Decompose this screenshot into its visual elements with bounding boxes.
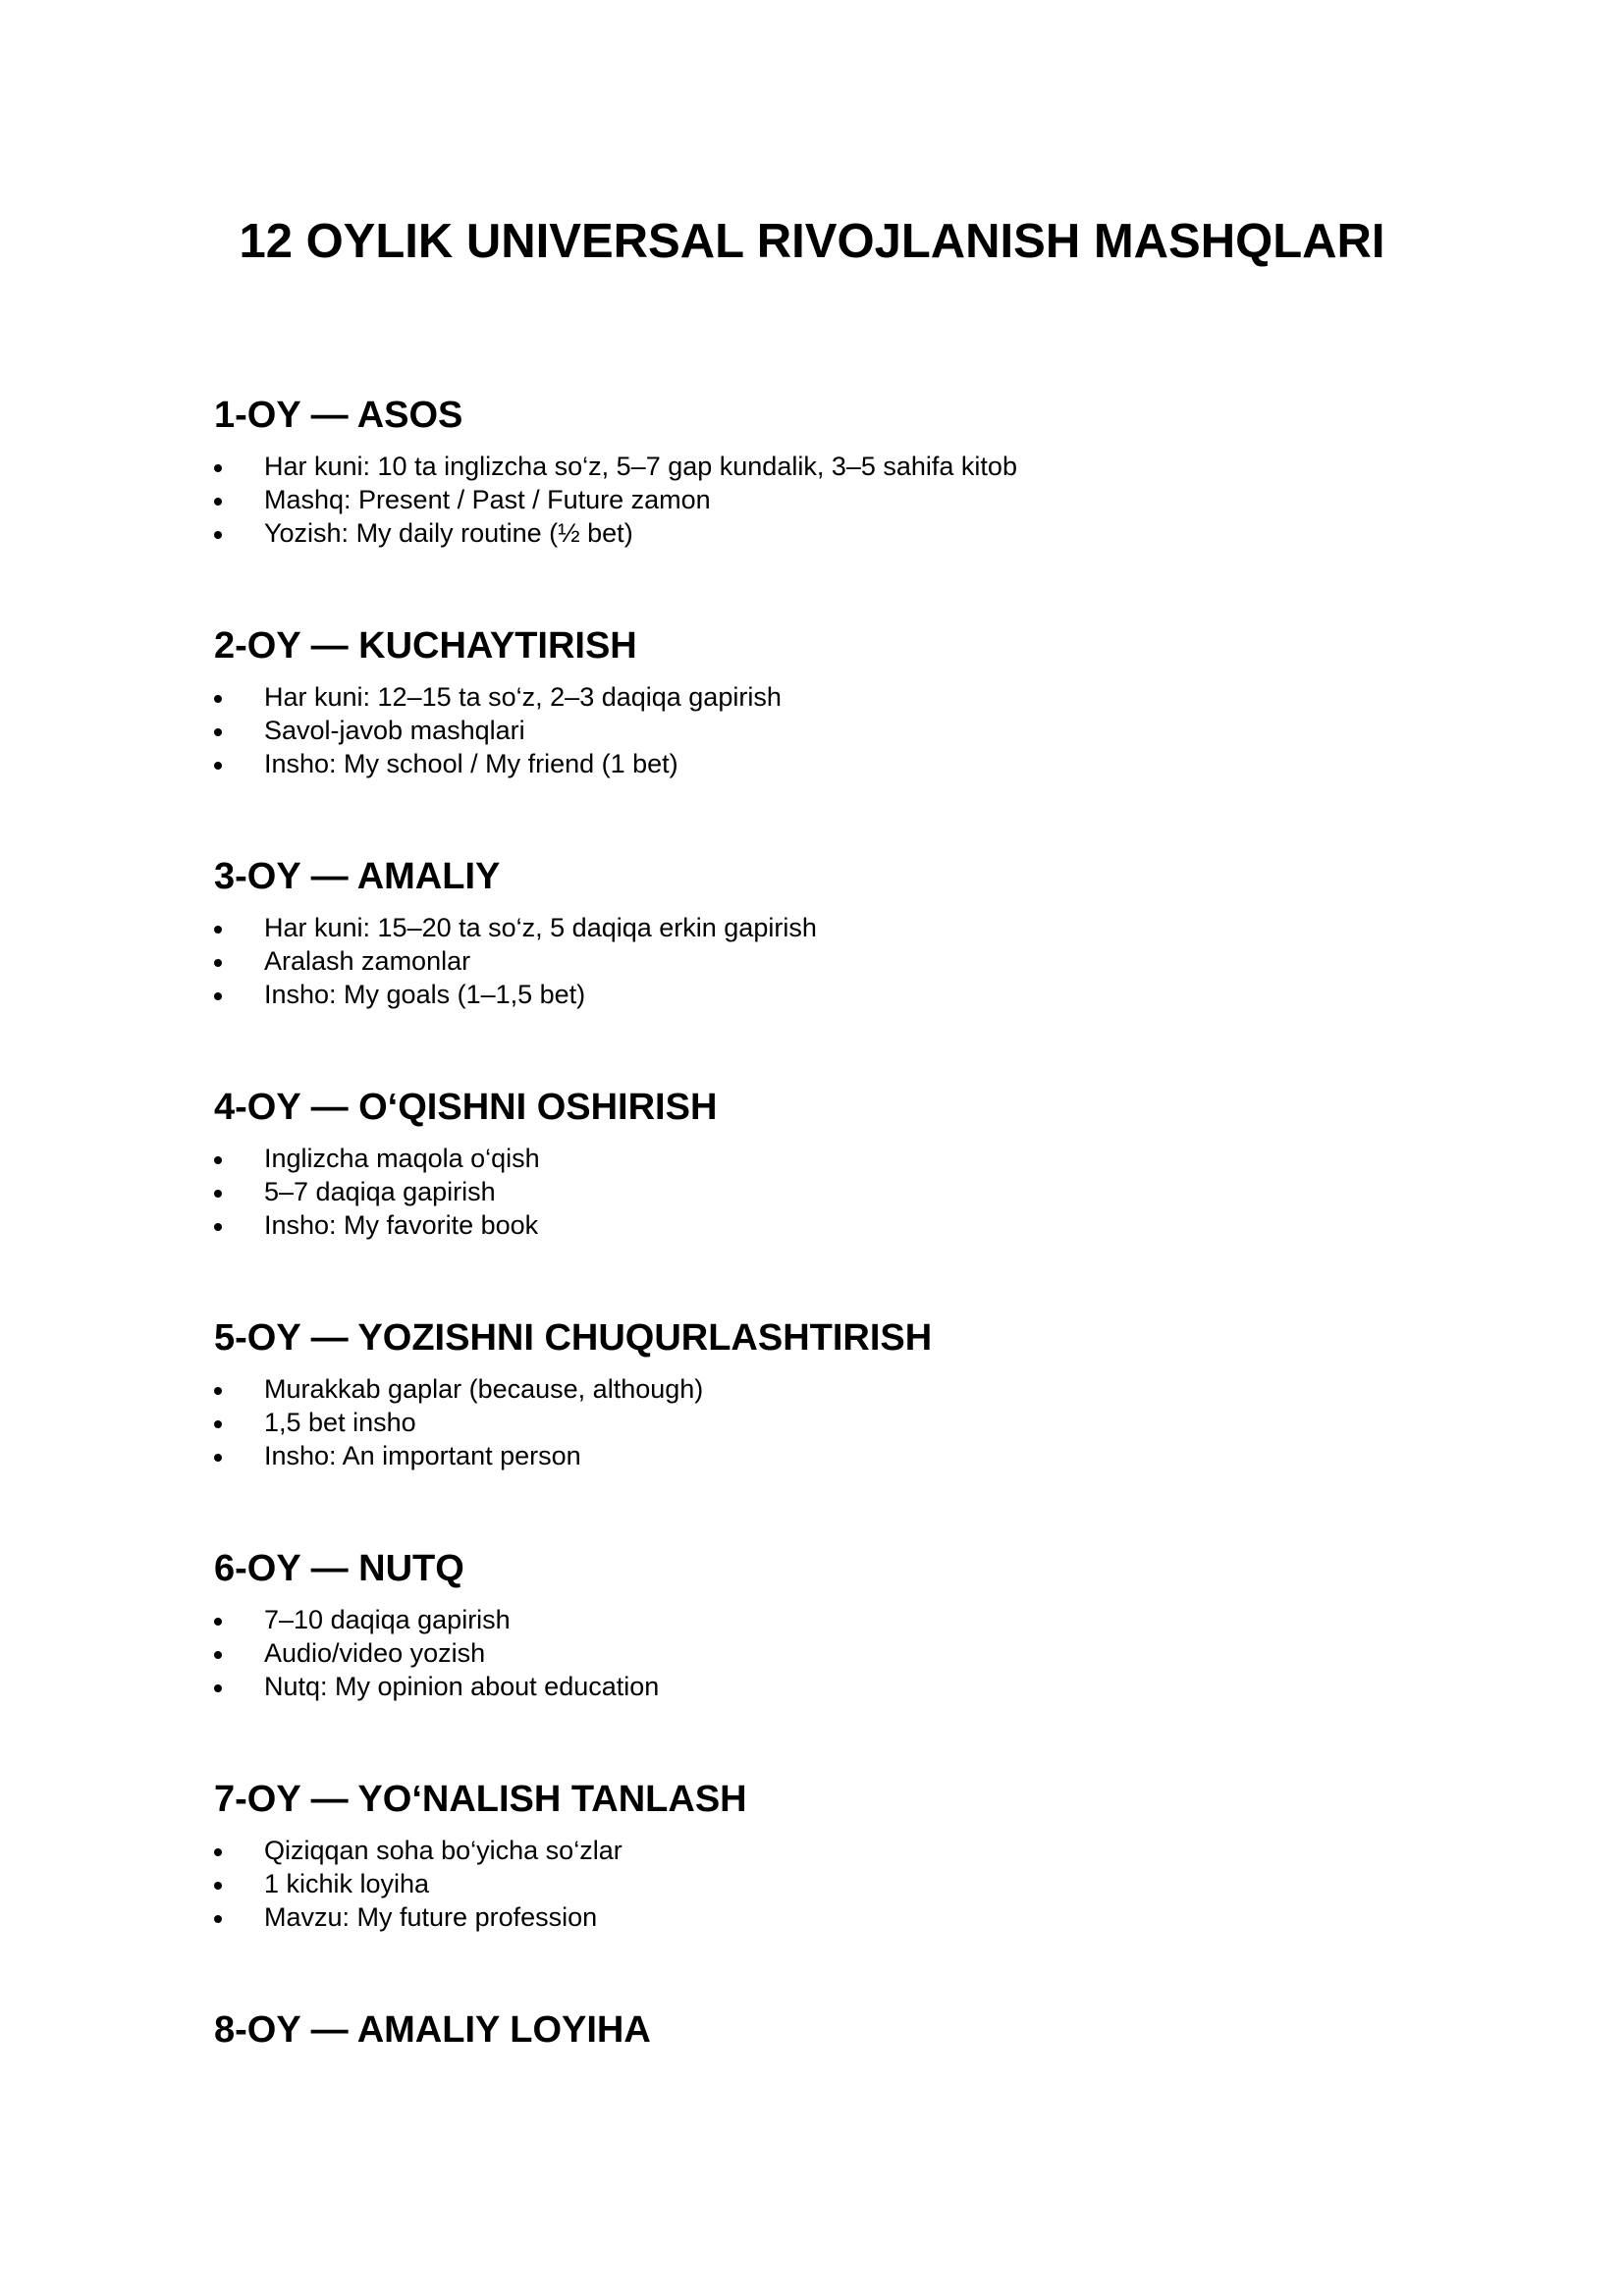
bullet-list	[214, 911, 1471, 1011]
bullet-list	[214, 1834, 1471, 1934]
section-heading: 3-OY — AMALIY	[214, 856, 501, 897]
list-item	[214, 1867, 1471, 1900]
section-heading: 1-OY — ASOS	[214, 395, 463, 436]
bullet-list	[214, 1372, 1471, 1472]
list-item-text: Mavzu: My future profession	[264, 1902, 598, 1932]
bullet-icon	[214, 498, 222, 506]
bullet-icon	[214, 1848, 222, 1856]
bullet-icon	[214, 762, 222, 770]
list-item	[214, 1834, 1471, 1867]
list-item-text: 1 kichik loyiha	[264, 1869, 430, 1898]
list-item	[214, 1406, 1471, 1439]
list-item	[214, 516, 1471, 550]
list-item-text: Savol-javob mashqlari	[264, 716, 525, 745]
list-item-text: Insho: My favorite book	[264, 1210, 539, 1240]
bullet-icon	[214, 531, 222, 539]
list-item-text: 7–10 daqiqa gapirish	[264, 1605, 511, 1634]
list-item	[214, 1670, 1471, 1703]
list-item-text: Mashq: Present / Past / Future zamon	[264, 485, 711, 514]
list-item	[214, 1372, 1471, 1406]
document-title: 12 OYLIK UNIVERSAL RIVOJLANISH MASHQLARI	[239, 215, 1385, 268]
bullet-icon	[214, 728, 222, 736]
list-item-text: Audio/video yozish	[264, 1638, 486, 1668]
list-item-text: Har kuni: 10 ta inglizcha so‘z, 5–7 gap kundalik, 3–5 sahifa kitob	[264, 452, 1017, 481]
section-heading: 2-OY — KUCHAYTIRISH	[214, 625, 637, 667]
month-section	[214, 393, 1471, 623]
bullet-icon	[214, 1190, 222, 1198]
list-item-text: Har kuni: 12–15 ta so‘z, 2–3 daqiqa gapirish	[264, 682, 782, 712]
list-item-text: Nutq: My opinion about education	[264, 1672, 660, 1701]
list-item	[214, 680, 1471, 714]
list-item	[214, 1175, 1471, 1208]
bullet-icon	[214, 1618, 222, 1626]
bullet-icon	[214, 959, 222, 967]
list-item-text: 5–7 daqiqa gapirish	[264, 1177, 496, 1206]
list-item-text: Inglizcha maqola o‘qish	[264, 1144, 540, 1173]
list-item	[214, 1603, 1471, 1636]
bullet-icon	[214, 1684, 222, 1692]
list-item	[214, 450, 1471, 483]
list-item	[214, 978, 1471, 1011]
bullet-list	[214, 450, 1471, 550]
list-item	[214, 714, 1471, 747]
sections-container	[214, 393, 1471, 2238]
bullet-icon	[214, 1420, 222, 1428]
bullet-icon	[214, 992, 222, 1000]
list-item	[214, 1900, 1471, 1934]
month-section	[214, 2007, 1471, 2238]
bullet-icon	[214, 1882, 222, 1890]
list-item	[214, 1208, 1471, 1242]
list-item-text: Insho: An important person	[264, 1441, 581, 1470]
list-item-text: Yozish: My daily routine (½ bet)	[264, 518, 633, 548]
bullet-icon	[214, 1651, 222, 1659]
month-section	[214, 854, 1471, 1085]
bullet-icon	[214, 926, 222, 934]
month-section	[214, 1546, 1471, 1777]
section-heading: 4-OY — O‘QISHNI OSHIRISH	[214, 1087, 718, 1128]
bullet-icon	[214, 1223, 222, 1231]
list-item-text: Har kuni: 15–20 ta so‘z, 5 daqiqa erkin gapirish	[264, 913, 817, 942]
list-item	[214, 1636, 1471, 1670]
bullet-icon	[214, 695, 222, 703]
bullet-icon	[214, 1915, 222, 1923]
month-section	[214, 1315, 1471, 1546]
section-heading: 7-OY — YO‘NALISH TANLASH	[214, 1779, 747, 1820]
list-item	[214, 1142, 1471, 1175]
bullet-icon	[214, 464, 222, 472]
list-item-text: Insho: My goals (1–1,5 bet)	[264, 980, 586, 1009]
list-item-text: Aralash zamonlar	[264, 946, 471, 976]
bullet-icon	[214, 1454, 222, 1462]
list-item-text: Qiziqqan soha bo‘yicha so‘zlar	[264, 1836, 623, 1865]
list-item-text: Murakkab gaplar (because, although)	[264, 1374, 704, 1404]
month-section	[214, 1777, 1471, 2007]
list-item	[214, 747, 1471, 780]
month-section	[214, 1085, 1471, 1315]
bullet-list	[214, 680, 1471, 780]
section-heading: 5-OY — YOZISHNI CHUQURLASHTIRISH	[214, 1317, 933, 1359]
bullet-icon	[214, 1156, 222, 1164]
month-section	[214, 623, 1471, 854]
list-item-text: 1,5 bet insho	[264, 1408, 416, 1437]
list-item-text: Insho: My school / My friend (1 bet)	[264, 749, 678, 778]
list-item	[214, 1439, 1471, 1472]
bullet-list	[214, 1603, 1471, 1703]
bullet-list	[214, 1142, 1471, 1242]
list-item	[214, 911, 1471, 944]
list-item	[214, 944, 1471, 978]
list-item	[214, 483, 1471, 516]
section-heading: 6-OY — NUTQ	[214, 1548, 464, 1589]
bullet-icon	[214, 1387, 222, 1395]
section-heading: 8-OY — AMALIY LOYIHA	[214, 2009, 651, 2051]
